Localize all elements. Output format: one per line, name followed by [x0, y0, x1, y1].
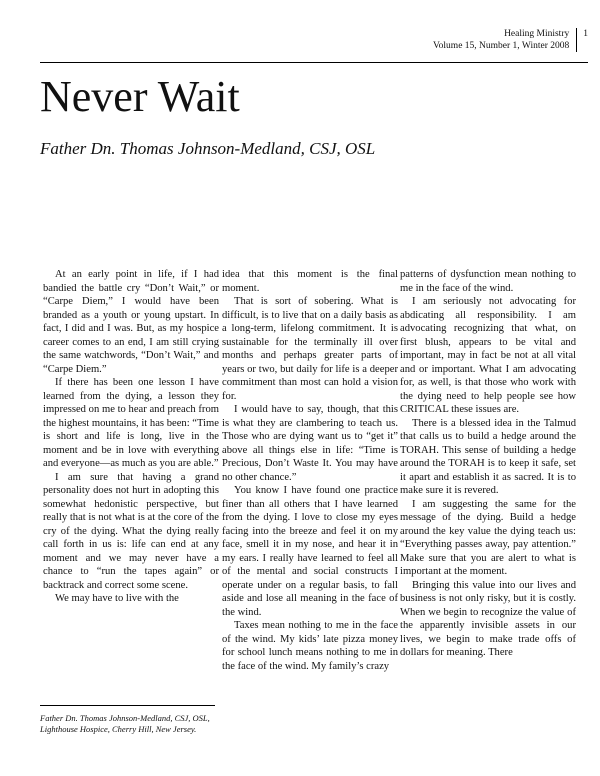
page-number: 1 [583, 29, 588, 39]
header-text [433, 28, 577, 52]
paragraph: I am suggesting the same for the message of the dying. Build a hedge around the key value the dying teach us: “Everything passes away, pay attention.” Make sure that you are alert to what is important at the moment. [400, 498, 576, 577]
text-column-1 [43, 268, 219, 606]
paragraph: We may have to live with the [55, 593, 179, 604]
paragraph: Taxes mean nothing to me in the face of the wind. My kids’ late pizza money for school lunch means nothing to me in the face of the wind. My family’s crazy [222, 620, 398, 672]
text-column-2 [222, 268, 398, 673]
paragraph: patterns of dysfunction mean nothing to me in the face of the wind. [400, 269, 576, 294]
paragraph: There is a blessed idea in the Talmud that calls us to build a hedge around the TORAH. This sense of building a hedge around the TORAH is to keep it safe, set it apart and establish it as sacred. It is to make sure it is revered. [400, 417, 576, 496]
paragraph: At an early point in life, if I had bandied the battle cry “Don’t Wait,” or “Carpe Diem,” I would have been branded as a youth or young upstart. In fact, I did and I was. But, as my hospice career comes to an end, I am still crying the same watchwords, “Don’t Wait,” and “Carpe Diem.” [43, 269, 219, 375]
paragraph: I am seriously not advocating for abdicating all responsibility. I am advocating recognizing that what, on first blush, appears to be vital and important, may in fact be not at all vital and or important. What I am advocating for, as well, is that those who work with the dying need to help people see how CRITICAL these issues are. [400, 296, 576, 415]
publication-name: Healing Ministry [504, 29, 570, 39]
paragraph: I am sure that having a grand personality does not hurt in adopting this somewhat hedonistic perspective, but really that is not what is at the core of the cry of the dying. What the dying really call forth in us is: life can end at any moment and we may never have a chance to “run the tapes again” or backtrack and correct some scene. [43, 471, 219, 591]
article-title: Never Wait [40, 72, 240, 121]
paragraph: I would have to say, though, that this is what they are clambering to teach us. Those who are dying want us to “get it” above all things else in life: “Time is Precious, Don’t Waste It. You may have no other chance.” [222, 404, 398, 483]
header-rule [40, 62, 588, 63]
paragraph: That is sort of sobering. What is difficult, is to live that on a daily basis as a long-term, lifelong commitment. It is sustainable for the terminally ill over months and perhaps greater parts of years or two, but daily for life is a deeper commitment than most can hold a vision for. [222, 296, 398, 402]
running-header [433, 28, 588, 52]
article-byline: Father Dn. Thomas Johnson-Medland, CSJ, OSL [40, 139, 376, 158]
paragraph: If there has been one lesson I have learned from the dying, a lesson they impressed on me to hear and preach from the highest mountains, it has been: “Time is short and life is long, live in the moment and be in love with everything and everyone—as much as you are able.” [43, 377, 219, 469]
paragraph: Bringing this value into our lives and business is not only risky, but it is costly. When we begin to recognize the value of the apparently invisible assets in our lives, we begin to make trade offs of dollars for meaning. There [400, 579, 576, 658]
author-footnote: Father Dn. Thomas Johnson-Medland, CSJ, OSL, Lighthouse Hospice, Cherry Hill, New Jersey. [40, 705, 215, 735]
issue-info: Volume 15, Number 1, Winter 2008 [433, 41, 570, 51]
text-column-3 [400, 268, 576, 660]
paragraph: idea that this moment is the final moment. [222, 269, 398, 294]
paragraph: You know I have found one practice finer than all others that I have learned from the dying. I love to close my eyes facing into the breeze and feel it on my face, smell it in my nose, and hear it in my ears. I really have learned to feel all of the mental and social constructs I operate under on a regular basis, to fall aside and lose all meaning in the face of the wind. [222, 485, 398, 618]
